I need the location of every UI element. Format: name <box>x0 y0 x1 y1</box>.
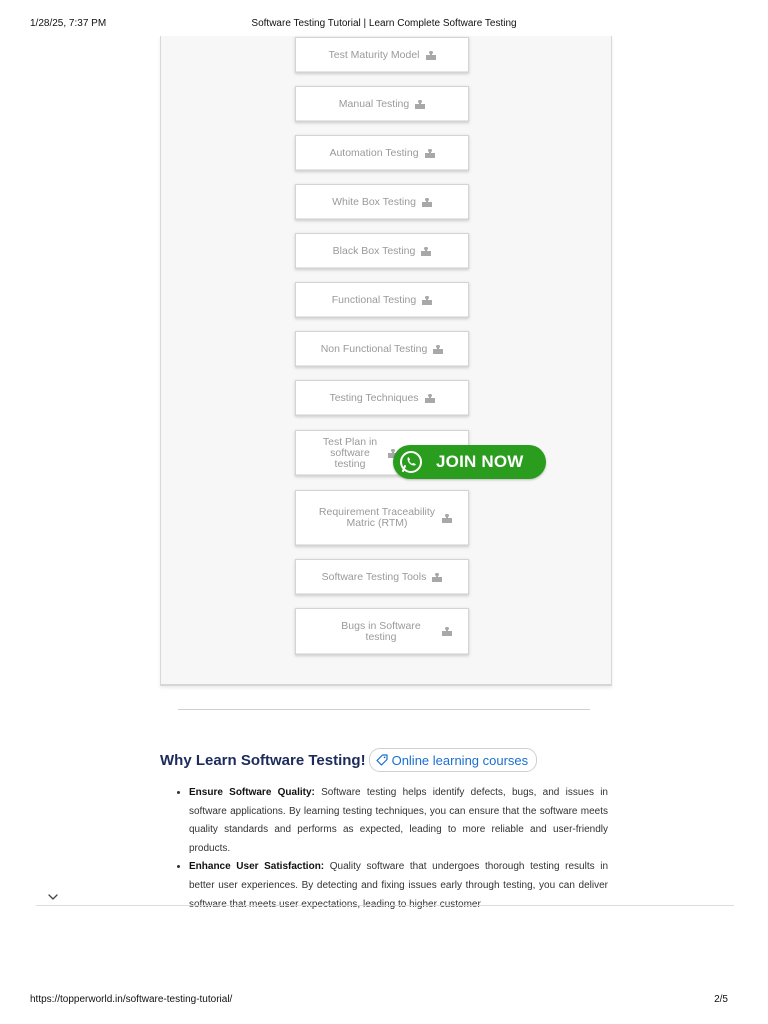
menu-item-test-maturity-model[interactable] <box>295 37 469 73</box>
menu-item-label: Manual Testing <box>338 97 410 110</box>
certificate-icon <box>425 394 435 403</box>
certificate-icon <box>433 345 443 354</box>
certificate-icon <box>415 100 425 109</box>
section-heading-row <box>160 748 537 772</box>
print-page-number: 2/5 <box>714 994 728 1005</box>
menu-item-functional-testing[interactable] <box>295 282 469 318</box>
certificate-icon <box>426 51 436 60</box>
menu-item-label: White Box Testing <box>332 195 416 208</box>
tag-icon <box>376 754 388 766</box>
menu-item-bugs-in-software-testing[interactable] <box>295 608 469 655</box>
article-content <box>160 784 608 904</box>
menu-item-label: Automation Testing <box>329 146 419 159</box>
certificate-icon <box>422 198 432 207</box>
print-url: https://topperworld.in/software-testing-tutorial/ <box>30 994 233 1005</box>
menu-item-label: Requirement Traceability Matric (RTM) <box>318 506 436 529</box>
join-now-label: JOIN NOW <box>436 452 524 471</box>
list-item-title: Ensure Software Quality: <box>189 787 315 798</box>
list-item <box>189 784 608 858</box>
certificate-icon <box>432 573 442 582</box>
menu-item-non-functional-testing[interactable] <box>295 331 469 367</box>
menu-item-manual-testing[interactable] <box>295 86 469 122</box>
menu-item-requirement-traceability-matric[interactable] <box>295 490 469 546</box>
whatsapp-icon <box>398 449 424 475</box>
online-courses-chip[interactable] <box>369 748 538 772</box>
chevron-down-icon[interactable] <box>46 892 60 902</box>
print-footer <box>30 994 738 1008</box>
section-divider <box>178 709 590 710</box>
menu-item-white-box-testing[interactable] <box>295 184 469 220</box>
menu-item-label: Black Box Testing <box>332 244 416 257</box>
menu-item-black-box-testing[interactable] <box>295 233 469 269</box>
menu-item-label: Software Testing Tools <box>321 570 427 583</box>
menu-item-label: Test Maturity Model <box>328 48 420 61</box>
menu-item-testing-techniques[interactable] <box>295 380 469 416</box>
menu-item-label: Bugs in Software testing <box>341 619 421 643</box>
menu-item-software-testing-tools[interactable] <box>295 559 469 595</box>
certificate-icon <box>442 627 452 636</box>
certificate-icon <box>421 247 431 256</box>
certificate-icon <box>422 296 432 305</box>
certificate-icon <box>442 514 452 523</box>
menu-item-label: Test Plan in software testing <box>322 435 378 470</box>
print-datetime: 1/28/25, 7:37 PM <box>30 18 107 29</box>
menu-item-label: Non Functional Testing <box>320 342 428 355</box>
print-header <box>30 18 738 32</box>
online-courses-label: Online learning courses <box>391 752 529 768</box>
list-item-text: Quality software that undergoes thorough testing results in better user experiences. By detecting and fixing issues early through testing, you can deliver <box>189 861 609 891</box>
benefits-list <box>160 784 608 914</box>
section-title: Why Learn Software Testing! <box>160 751 366 769</box>
print-page-title: Software Testing Tutorial | Learn Complete Software Testing <box>251 18 517 29</box>
list-item-title: Enhance User Satisfaction: <box>189 861 325 873</box>
certificate-icon <box>425 149 435 158</box>
menu-item-automation-testing[interactable] <box>295 135 469 171</box>
list-item-text: Software testing helps identify defects, bugs, and issues in software applications. By learning testing techniques, you can ensure that the software meets quality standards and performs as expected, leading to more reliable and user-friendly products. <box>189 787 608 854</box>
menu-item-label: Functional Testing <box>331 293 417 306</box>
join-now-button[interactable] <box>393 445 546 479</box>
page-cut-line <box>36 905 734 906</box>
menu-item-label: Testing Techniques <box>329 391 419 404</box>
